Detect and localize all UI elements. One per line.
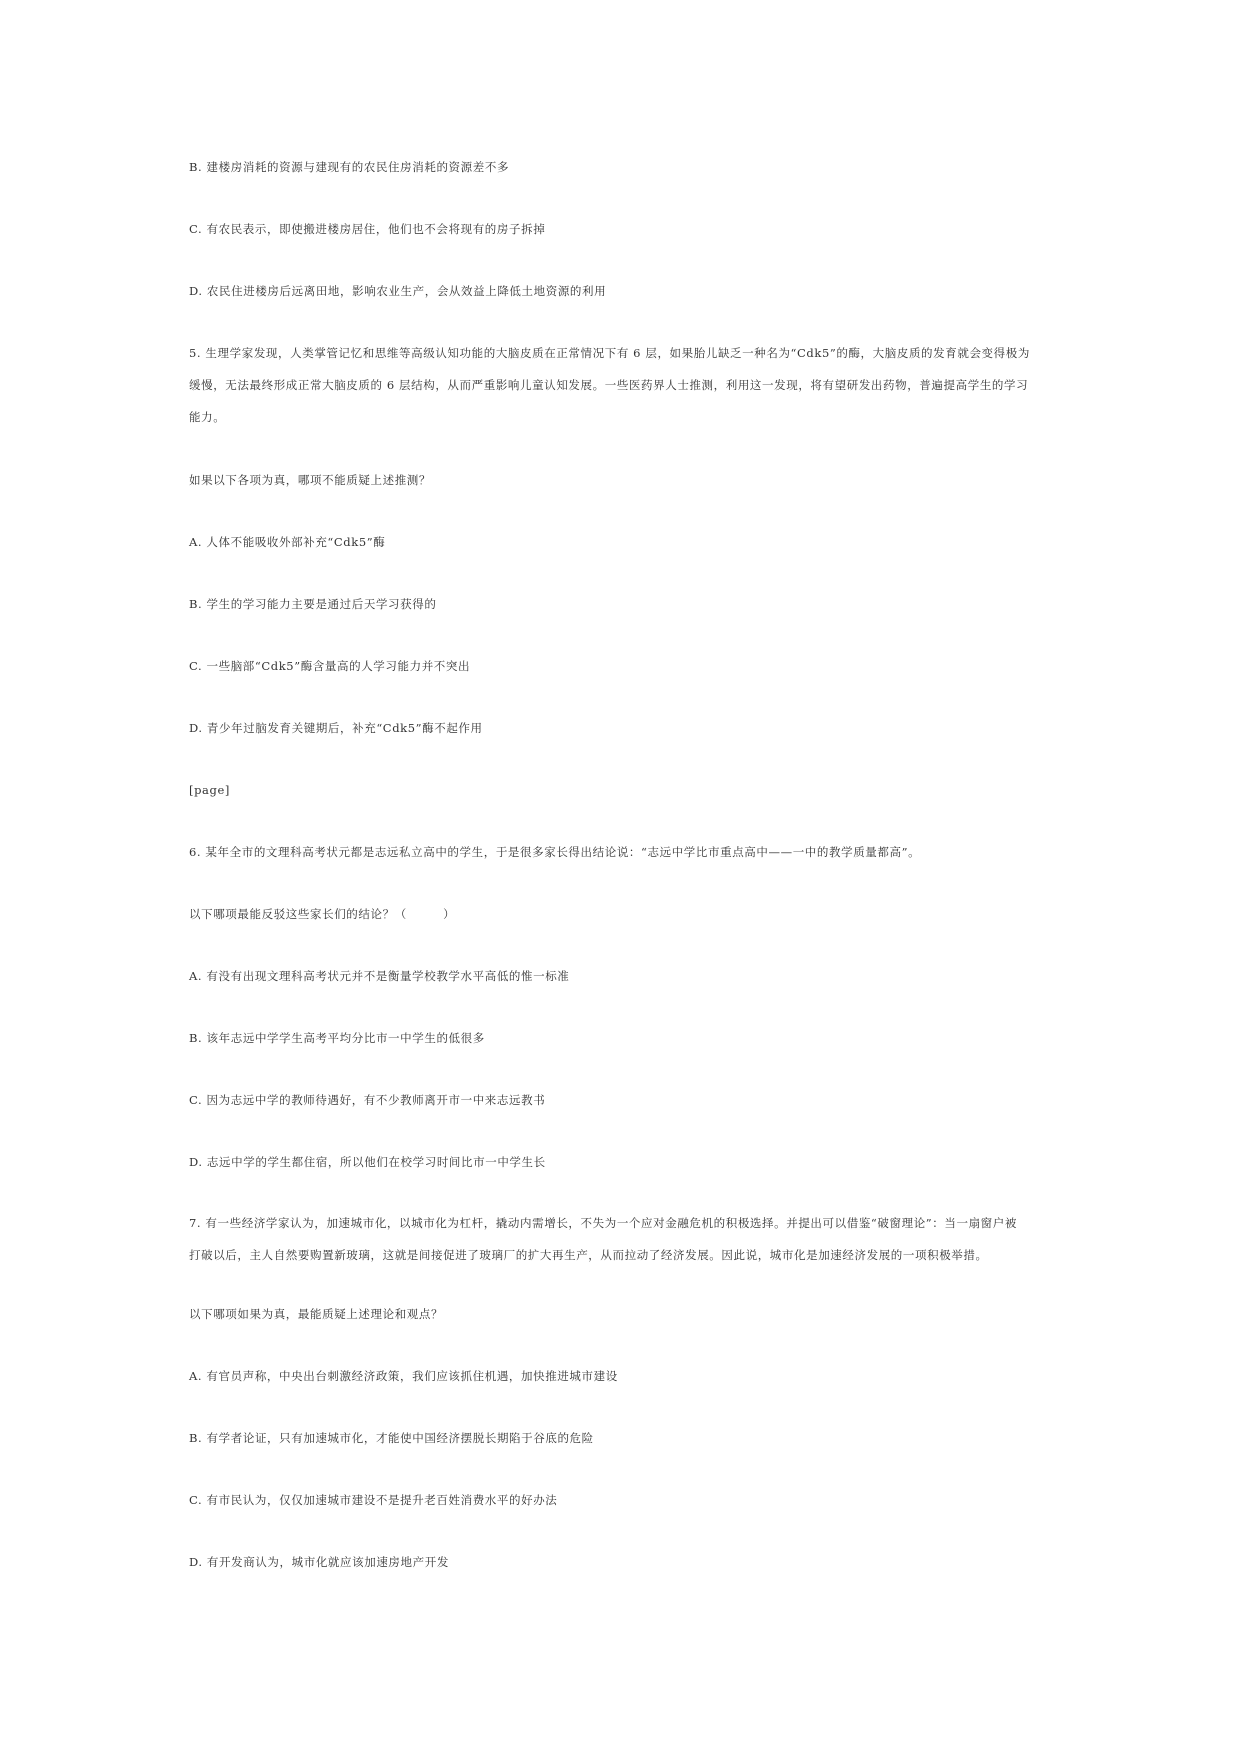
q7-question: 以下哪项如果为真，最能质疑上述理论和观点？ bbox=[189, 1307, 444, 1321]
q4-option-d: D. 农民住进楼房后远离田地，影响农业生产，会从效益上降低土地资源的利用 bbox=[189, 284, 607, 298]
q7-option-a: A. 有官员声称，中央出台刺激经济政策，我们应该抓住机遇，加快推进城市建设 bbox=[189, 1369, 618, 1383]
q5-question: 如果以下各项为真，哪项不能质疑上述推测？ bbox=[189, 473, 431, 487]
q4-option-b: B. 建楼房消耗的资源与建现有的农民住房消耗的资源差不多 bbox=[189, 160, 510, 174]
q6-option-c: C. 因为志远中学的教师待遇好，有不少教师离开市一中来志远教书 bbox=[189, 1093, 546, 1107]
q5-option-d: D. 青少年过脑发育关键期后，补充“Cdk5”酶不起作用 bbox=[189, 721, 483, 735]
q5-option-a: A. 人体不能吸收外部补充“Cdk5”酶 bbox=[189, 535, 386, 549]
q6-option-a: A. 有没有出现文理科高考状元并不是衡量学校教学水平高低的惟一标准 bbox=[189, 969, 570, 983]
q7-stem bbox=[189, 1207, 1061, 1271]
q5-stem-line-1: 5. 生理学家发现，人类掌管记忆和思维等高级认知功能的大脑皮质在正常情况下有 6 层，如果胎儿缺乏一种名为“Cdk5”的酶，大脑皮质的发育就会变得极为 bbox=[189, 346, 1030, 360]
q5-option-c: C. 一些脑部“Cdk5”酶含量高的人学习能力并不突出 bbox=[189, 659, 471, 673]
q6-option-d: D. 志远中学的学生都住宿，所以他们在校学习时间比市一中学生长 bbox=[189, 1155, 546, 1169]
q5-option-b: B. 学生的学习能力主要是通过后天学习获得的 bbox=[189, 597, 437, 611]
q6-question: 以下哪项最能反驳这些家长们的结论？（ ） bbox=[189, 907, 456, 921]
q7-option-d: D. 有开发商认为，城市化就应该加速房地产开发 bbox=[189, 1555, 449, 1569]
q4-option-c: C. 有农民表示，即使搬进楼房居住，他们也不会将现有的房子拆掉 bbox=[189, 222, 546, 236]
q7-option-b: B. 有学者论证，只有加速城市化，才能使中国经济摆脱长期陷于谷底的危险 bbox=[189, 1431, 594, 1445]
q7-option-c: C. 有市民认为，仅仅加速城市建设不是提升老百姓消费水平的好办法 bbox=[189, 1493, 558, 1507]
q7-stem-line-1: 7. 有一些经济学家认为，加速城市化，以城市化为杠杆，撬动内需增长，不失为一个应对金融危机的积极选择。并提出可以借鉴“破窗理论”：当一扇窗户被 bbox=[189, 1216, 1017, 1230]
q5-stem bbox=[189, 337, 1061, 433]
q7-stem-line-2: 打破以后，主人自然要购置新玻璃，这就是间接促进了玻璃厂的扩大再生产，从而拉动了经济发展。因此说，城市化是加速经济发展的一项积极举措。 bbox=[189, 1248, 988, 1262]
page-marker: [page] bbox=[189, 783, 230, 797]
q6-option-b: B. 该年志远中学学生高考平均分比市一中学生的低很多 bbox=[189, 1031, 485, 1045]
q6-stem: 6. 某年全市的文理科高考状元都是志远私立高中的学生，于是很多家长得出结论说：“志远中学比市重点高中——一中的教学质量都高”。 bbox=[189, 845, 921, 859]
q5-stem-line-2: 缓慢，无法最终形成正常大脑皮质的 6 层结构，从而严重影响儿童认知发展。一些医药界人士推测，利用这一发现，将有望研发出药物，普遍提高学生的学习 bbox=[189, 378, 1029, 392]
q5-stem-line-3: 能力。 bbox=[189, 410, 226, 424]
